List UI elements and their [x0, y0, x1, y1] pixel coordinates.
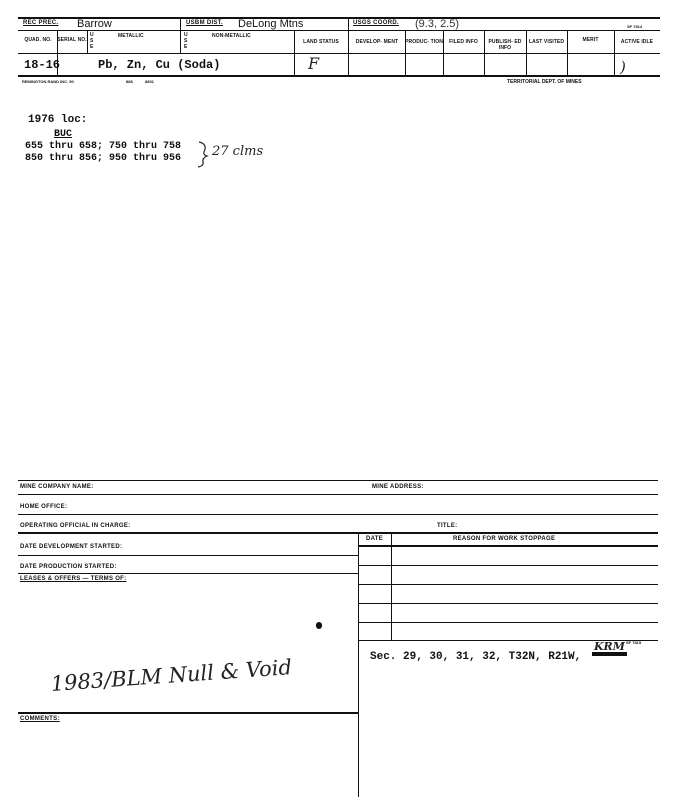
- col-line: [180, 30, 181, 53]
- record-bottom-border: [18, 75, 660, 77]
- notes-line-1: 655 thru 658; 750 thru 758: [25, 141, 182, 152]
- table-row-line: [358, 565, 658, 566]
- col-development: DEVELOP- MENT: [355, 39, 399, 45]
- col-line: [484, 30, 485, 75]
- form-row-line: [18, 532, 658, 534]
- handwritten-total: 27 clms: [212, 144, 264, 159]
- form-center-divider: [358, 532, 359, 797]
- usgs-coord-label: USGS COORD.: [353, 20, 399, 26]
- form-row-line: [18, 712, 358, 714]
- rec-prec-label: REC PREC.: [23, 20, 59, 26]
- table-row-line: [358, 622, 658, 623]
- col-line: [614, 30, 615, 75]
- col-production: PRODUC- TION: [405, 39, 443, 45]
- form-number-2: SF 7815: [626, 640, 642, 645]
- col-filed-info: FILED INFO: [449, 39, 478, 45]
- col-line: [405, 30, 406, 75]
- brace-mark: [196, 140, 212, 168]
- usbm-dist-value: DeLong Mtns: [238, 18, 304, 30]
- header-divider: [18, 30, 660, 31]
- col-use-2: U S E: [184, 32, 188, 50]
- comments-label: COMMENTS:: [20, 716, 60, 722]
- form-row-line: [18, 555, 358, 556]
- date-development-label: DATE DEVELOPMENT STARTED:: [20, 544, 123, 550]
- table-row-line: [358, 584, 658, 585]
- handwritten-note: 1983/BLM Null & Void: [50, 655, 293, 696]
- reason-label: REASON FOR WORK STOPPAGE: [453, 536, 556, 542]
- notes-subheading: BUC: [54, 129, 73, 140]
- form-number: SF 7814: [627, 24, 643, 29]
- col-published-info: PUBLISH- ED INFO: [488, 39, 522, 51]
- top-border: [18, 17, 660, 19]
- printer-code-1: 888: [126, 79, 133, 84]
- printer-code-2: 8801: [145, 79, 154, 84]
- table-row-line: [358, 545, 658, 547]
- title-label: TITLE:: [437, 523, 458, 529]
- record-metallic: Pb, Zn, Cu (Soda): [98, 58, 221, 72]
- column-divider: [18, 53, 660, 54]
- operating-official-label: OPERATING OFFICIAL IN CHARGE:: [20, 523, 131, 529]
- date-column-divider: [391, 532, 392, 640]
- rec-prec-value: Barrow: [77, 18, 112, 30]
- printer-line: REMINGTON RAND INC. 90: [22, 79, 74, 84]
- col-line: [294, 30, 295, 75]
- col-use-1: U S E: [90, 32, 94, 50]
- notes-line-2: 850 thru 856; 950 thru 956: [25, 153, 182, 164]
- date-label: DATE: [365, 536, 384, 542]
- department-name: TERRITORIAL DEPT. OF MINES: [507, 79, 582, 85]
- col-line: [87, 30, 88, 53]
- table-row-line: [358, 603, 658, 604]
- land-status-mark: F: [308, 54, 320, 73]
- col-line: [526, 30, 527, 75]
- form-top-line: [18, 480, 658, 481]
- col-land-status: LAND STATUS: [303, 39, 339, 45]
- col-quad-no: QUAD. NO.: [24, 37, 52, 43]
- usgs-coord-value: (9.3, 2.5): [415, 18, 460, 30]
- col-active-idle: ACTIVE IDLE: [620, 39, 654, 45]
- col-merit: MERIT: [582, 37, 599, 43]
- record-quad-serial: 18-16: [24, 58, 61, 72]
- location-description: Sec. 29, 30, 31, 32, T32N, R21W,: [370, 651, 582, 663]
- col-non-metallic: NON-METALLIC: [212, 33, 251, 39]
- usbm-dist-label: USBM DIST.: [186, 20, 224, 26]
- ink-dot: [316, 622, 322, 629]
- col-line: [348, 30, 349, 75]
- active-idle-mark: ): [620, 58, 626, 76]
- col-line: [443, 30, 444, 75]
- header-separator: [348, 17, 349, 30]
- col-metallic: METALLIC: [118, 33, 144, 39]
- mine-company-name-label: MINE COMPANY NAME:: [20, 484, 94, 490]
- col-last-visited: LAST VISITED: [528, 39, 565, 45]
- col-serial-no: SERIAL NO.: [57, 37, 87, 43]
- header-separator: [180, 17, 181, 30]
- date-production-label: DATE PRODUCTION STARTED:: [20, 564, 117, 570]
- notes-heading: 1976 loc:: [28, 114, 88, 126]
- home-office-label: HOME OFFICE:: [20, 504, 68, 510]
- leases-label: LEASES & OFFERS — TERMS OF:: [20, 576, 127, 582]
- form-row-line: [18, 573, 358, 574]
- initials-stamp: KRM: [592, 641, 627, 656]
- mine-address-label: MINE ADDRESS:: [372, 484, 424, 490]
- form-row-line: [18, 514, 658, 515]
- form-row-line: [18, 494, 658, 495]
